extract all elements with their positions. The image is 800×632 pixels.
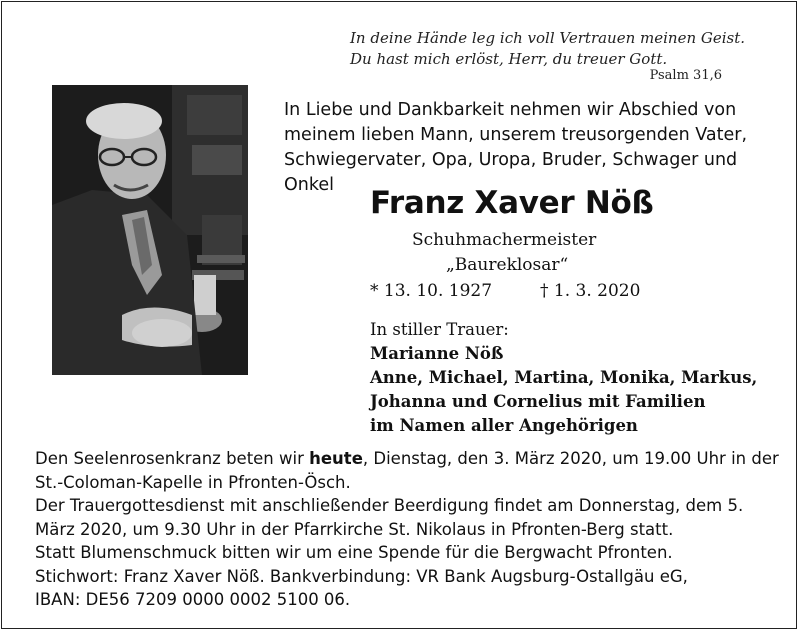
death-date: † 1. 3. 2020 xyxy=(540,281,641,301)
portrait-photo xyxy=(52,85,248,375)
mourners-block xyxy=(370,318,757,438)
service-details xyxy=(35,447,780,612)
deceased-nickname: „Baureklosar“ xyxy=(446,255,569,275)
deceased-profession: Schuhmachermeister xyxy=(412,230,597,250)
rosary-text-post: , Dienstag, den 3. März 2020, um 19.00 Uhr in der St.-Coloman-Kapelle in Pfronten-Ösch. xyxy=(35,449,779,492)
funeral-service-paragraph: Der Trauergottesdienst mit anschließender Beerdigung findet am Donnerstag, dem 5. März 2020, um 9.30 Uhr in der Pfarrkirche St. Nikolaus in Pfronten-Berg statt. xyxy=(35,496,744,539)
rosary-paragraph xyxy=(35,447,780,494)
bible-quote xyxy=(350,28,745,70)
quote-line-1: In deine Hände leg ich voll Vertrauen meinen Geist. xyxy=(350,29,746,47)
birth-date: * 13. 10. 1927 xyxy=(370,281,493,301)
portrait-photo-icon xyxy=(52,85,248,375)
intro-text: In Liebe und Dankbarkeit nehmen wir Abschied von meinem lieben Mann, unserem treusorgenden Vater, Schwiegervater, Opa, Uropa, Bruder, Schwager und Onkel xyxy=(284,100,748,195)
quote-line-2: Du hast mich erlöst, Herr, du treuer Gott. xyxy=(350,50,668,68)
rosary-text-pre: Den Seelenrosenkranz beten wir xyxy=(35,449,310,468)
mourner-line: Johanna und Cornelius mit Familien xyxy=(370,392,706,411)
deceased-name: Franz Xaver Nöß xyxy=(370,185,654,221)
rosary-text-today: heute xyxy=(309,449,363,468)
iban-line: IBAN: DE56 7209 0000 0002 5100 06. xyxy=(35,590,351,609)
donation-paragraph: Statt Blumenschmuck bitten wir um eine Spende für die Bergwacht Pfronten. xyxy=(35,543,673,562)
mourners-label: In stiller Trauer: xyxy=(370,320,509,339)
mourner-line: Marianne Nöß xyxy=(370,344,504,363)
quote-source: Psalm 31,6 xyxy=(649,68,722,83)
keyword-bank-line: Stichwort: Franz Xaver Nöß. Bankverbindung: VR Bank Augsburg-Ostallgäu eG, xyxy=(35,566,688,586)
mourner-line: im Namen aller Angehörigen xyxy=(370,416,638,435)
mourner-line: Anne, Michael, Martina, Monika, Markus, xyxy=(370,368,758,387)
